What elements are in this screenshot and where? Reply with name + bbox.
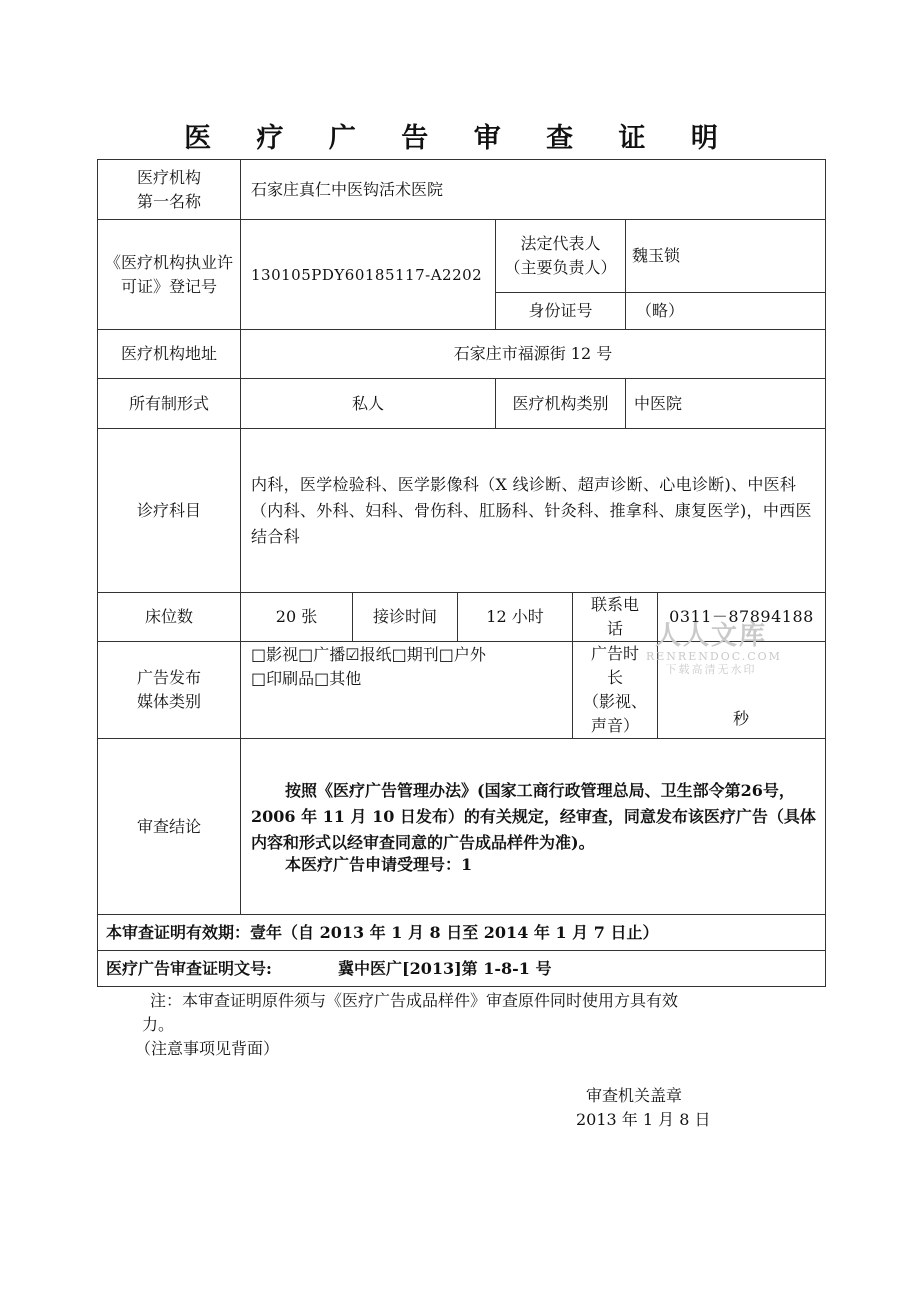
watermark-slogan: 下载高清无水印	[665, 663, 757, 676]
hours-label: 接诊时间	[372, 607, 437, 626]
legal-rep-label: 法定代表人 （主要负责人）	[504, 234, 617, 277]
phone-value: 0311－87894188	[669, 607, 814, 626]
conclusion-label: 审查结论	[136, 816, 201, 836]
media-label: 广告发布 媒体类别	[136, 668, 201, 711]
application-number: 本医疗广告申请受理号：1	[285, 855, 473, 874]
license-label: 《医疗机构执业许可证》登记号	[105, 252, 234, 296]
footnote-line2: 力。	[142, 1015, 175, 1034]
category-label: 医疗机构类别	[512, 393, 609, 413]
page-title: 医 疗 广 告 审 查 证 明	[184, 123, 736, 154]
footnote-line1: 注：本审查证明原件须与《医疗广告成品样件》审查原件同时使用方具有效	[150, 991, 679, 1010]
phone-label: 联系电 话	[590, 595, 639, 638]
media-options-line1: □影视□广播☑报纸□期刊□户外	[251, 645, 486, 664]
doc-number-value: 冀中医广[2013]第 1-8-1 号	[338, 958, 552, 978]
id-number-value: （略）	[636, 301, 685, 320]
media-options-line2: □印刷品□其他	[251, 669, 362, 688]
beds-value: 20 张	[275, 607, 318, 626]
duration-unit: 秒	[733, 709, 750, 728]
seal-label: 审查机关盖章	[586, 1086, 683, 1105]
institution-name-value: 石家庄真仁中医钩活术医院	[251, 179, 444, 199]
departments-value: 内科，医学检验科、医学影像科（X 线诊断、超声诊断、心电诊断)、中医科（内科、外科、妇科、骨伤科、肛肠科、针灸科、推拿科、康复医学)，中西医结合科	[251, 474, 812, 546]
duration-label: 广告时 长 （影视、 声音）	[582, 644, 647, 735]
watermark-url: RENRENDOC.COM	[646, 650, 782, 663]
departments-label: 诊疗科目	[136, 500, 201, 520]
conclusion-text: 按照《医疗广告管理办法》(国家工商行政管理总局、卫生部令第26号，2006 年 11 月 10 日发布）的有关规定，经审查，同意发布该医疗广告（具体内容和形式以经审查同意的广告成品样件为准)。	[251, 781, 816, 852]
ownership-value: 私人	[351, 393, 384, 413]
legal-rep-value: 魏玉锁	[632, 246, 681, 265]
issue-date: 2013 年 1 月 8 日	[576, 1110, 711, 1129]
footnote-back-reference: （注意事项见背面）	[135, 1039, 280, 1058]
doc-number-label: 医疗广告审查证明文号:	[106, 958, 272, 978]
address-value: 石家庄市福源街 12 号	[453, 344, 613, 363]
ownership-label: 所有制形式	[128, 393, 209, 413]
watermark	[646, 621, 782, 676]
category-value: 中医院	[634, 393, 683, 413]
id-number-label: 身份证号	[528, 301, 593, 320]
address-label: 医疗机构地址	[120, 344, 217, 363]
institution-name-label: 医疗机构 第一名称	[136, 167, 201, 211]
hours-value: 12 小时	[486, 607, 544, 626]
watermark-main: 人人文库	[654, 621, 767, 651]
beds-label: 床位数	[144, 607, 193, 626]
validity-period: 本审查证明有效期：壹年（自 2013 年 1 月 8 日至 2014 年 1 月 7 日止）	[106, 922, 659, 942]
license-value: 130105PDY60185117-A2202	[251, 265, 483, 284]
